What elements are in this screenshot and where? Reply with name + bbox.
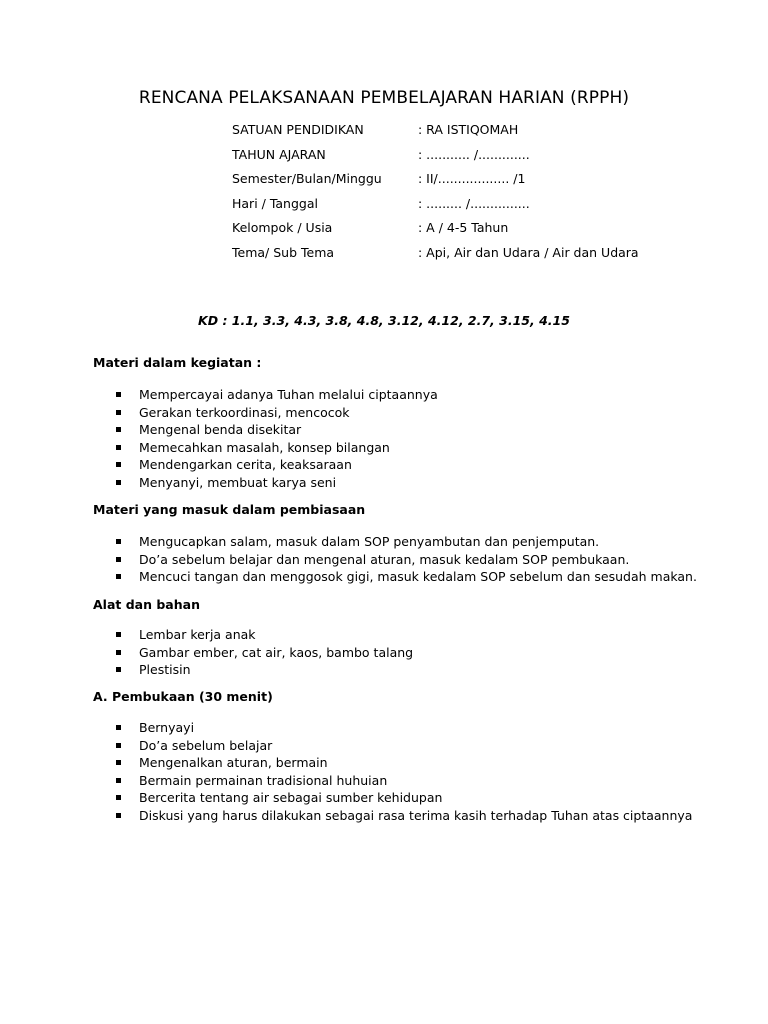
list-item (113, 789, 692, 807)
kd-line: KD : 1.1, 3.3, 4.3, 3.8, 4.8, 3.12, 4.12, 2.7, 3.15, 4.15 (198, 313, 570, 328)
list-item (113, 807, 692, 825)
list-item-text: Diskusi yang harus dilakukan sebagai rasa terima kasih terhadap Tuhan atas ciptaannya (139, 807, 693, 823)
list-item-text: Mengucapkan salam, masuk dalam SOP penyambutan dan penjemputan. (139, 534, 600, 549)
meta-value: : ......... /............... (418, 195, 530, 211)
list-item-text: Memecahkan masalah, konsep bilangan (139, 439, 390, 455)
bullet-square-icon (116, 445, 121, 450)
list-item (113, 551, 697, 569)
list-item (113, 772, 692, 790)
bullet-square-icon (116, 539, 121, 544)
meta-value: : Api, Air dan Udara / Air dan Udara (418, 244, 639, 260)
list-item (113, 421, 438, 439)
list-item-text: Do’a sebelum belajar dan mengenal aturan, masuk kedalam SOP pembukaan. (139, 551, 630, 567)
meta-label: Hari / Tanggal (232, 195, 318, 211)
list-materi-kegiatan (113, 386, 438, 492)
meta-label: Tema/ Sub Tema (232, 244, 335, 260)
list-item (113, 737, 692, 755)
bullet-square-icon (116, 557, 121, 562)
list-item-text: Plestisin (139, 662, 191, 678)
list-item-text: Bernyayi (139, 720, 195, 735)
list-item (113, 754, 692, 772)
section-heading-alat-bahan: Alat dan bahan (93, 597, 200, 612)
list-item (113, 533, 697, 551)
meta-value: : II/.................. /1 (418, 171, 526, 186)
list-pembiasaan (113, 533, 697, 586)
list-item-text: Mengenal benda disekitar (139, 422, 302, 438)
bullet-square-icon (116, 795, 121, 800)
bullet-square-icon (116, 650, 121, 655)
list-item (113, 439, 438, 457)
list-item (113, 568, 697, 586)
section-heading-materi-kegiatan: Materi dalam kegiatan : (93, 355, 262, 370)
bullet-square-icon (116, 667, 121, 672)
list-item-text: Mempercayai adanya Tuhan melalui ciptaannya (139, 387, 438, 402)
bullet-square-icon (116, 392, 121, 397)
bullet-square-icon (116, 725, 121, 730)
document-title: RENCANA PELAKSANAAN PEMBELAJARAN HARIAN (RPPH) (138, 88, 630, 108)
meta-label: SATUAN PENDIDIKAN (232, 122, 364, 137)
meta-label: Kelompok / Usia (232, 220, 333, 235)
list-item-text: Bercerita tentang air sebagai sumber kehidupan (139, 790, 443, 806)
bullet-square-icon (116, 632, 121, 637)
section-heading-pembiasaan: Materi yang masuk dalam pembiasaan (93, 502, 366, 517)
list-item-text: Gambar ember, cat air, kaos, bambo talang (139, 644, 414, 660)
meta-label: TAHUN AJARAN (232, 146, 326, 162)
bullet-square-icon (116, 462, 121, 467)
list-item (113, 474, 438, 492)
bullet-square-icon (116, 760, 121, 765)
list-item (113, 626, 413, 644)
meta-value: : RA ISTIQOMAH (418, 122, 519, 137)
list-item (113, 404, 438, 422)
bullet-square-icon (116, 574, 121, 579)
meta-value: : ........... /............. (418, 146, 530, 162)
section-heading-pembukaan: A. Pembukaan (30 menit) (93, 689, 273, 704)
list-alat-bahan (113, 626, 413, 679)
list-item-text: Mencuci tangan dan menggosok gigi, masuk kedalam SOP sebelum dan sesudah makan. (139, 569, 697, 585)
bullet-square-icon (116, 778, 121, 783)
list-item-text: Lembar kerja anak (139, 627, 256, 642)
list-item-text: Gerakan terkoordinasi, mencocok (139, 404, 350, 420)
list-item-text: Mendengarkan cerita, keaksaraan (139, 457, 352, 473)
list-item (113, 719, 692, 737)
meta-value: : A / 4-5 Tahun (418, 220, 509, 235)
list-item (113, 456, 438, 474)
list-item (113, 661, 413, 679)
bullet-square-icon (116, 813, 121, 818)
list-item-text: Mengenalkan aturan, bermain (139, 755, 328, 771)
list-item-text: Menyanyi, membuat karya seni (139, 474, 337, 490)
meta-label: Semester/Bulan/Minggu (232, 171, 382, 186)
bullet-square-icon (116, 743, 121, 748)
list-item-text: Bermain permainan tradisional huhuian (139, 772, 388, 788)
list-item (113, 644, 413, 662)
bullet-square-icon (116, 410, 121, 415)
list-pembukaan (113, 719, 692, 825)
bullet-square-icon (116, 427, 121, 432)
bullet-square-icon (116, 480, 121, 485)
list-item (113, 386, 438, 404)
list-item-text: Do’a sebelum belajar (139, 737, 273, 753)
